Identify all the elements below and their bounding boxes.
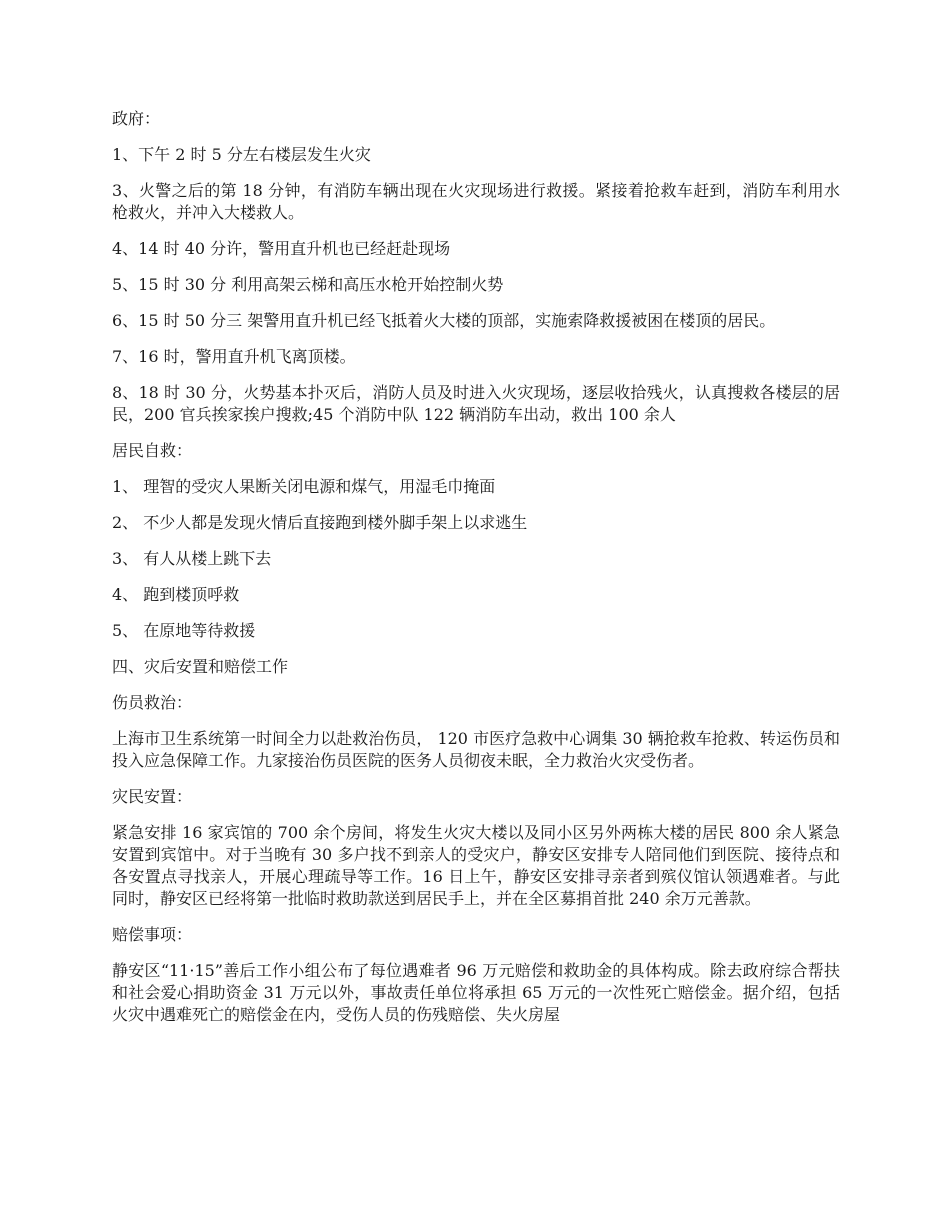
- timeline-item-8: 8、18 时 30 分，火势基本扑灭后，消防人员及时进入火灾现场，逐层收拾残火，认真搜救各楼层的居民，200 官兵挨家挨户搜救;45 个消防中队 122 辆消防车出动，救出 100 余人: [112, 383, 840, 424]
- document-page: [112, 108, 840, 1040]
- self-rescue-item-2: 2、 不少人都是发现火情后直接跑到楼外脚手架上以求逃生: [112, 513, 528, 532]
- victim-resettlement-body: 紧急安排 16 家宾馆的 700 余个房间，将发生火灾大楼以及同小区另外两栋大楼的居民 800 余人紧急安置到宾馆中。对于当晚有 30 多户找不到亲人的受灾户，静安区安排专人陪同他们到医院、接待点和各安置点寻找亲人，开展心理疏导等工作。16 日上午，静安区安排寻亲者到殡仪馆认领遇难者。与此同时，静安区已经将第一批临时救助款送到居民手上，并在全区募捐首批 240 余万元善款。: [112, 823, 840, 908]
- section-heading-self-rescue: 居民自救：: [112, 441, 193, 460]
- injured-treatment-body: 上海市卫生系统第一时间全力以赴救治伤员， 120 市医疗急救中心调集 30 辆抢救车抢救、转运伤员和投入应急保障工作。九家接治伤员医院的医务人员彻夜未眠，全力救治火灾受伤者。: [112, 729, 840, 770]
- timeline-item-3: 3、火警之后的第 18 分钟，有消防车辆出现在火灾现场进行救援。紧接着抢救车赶到，消防车利用水枪救火，并冲入大楼救人。: [112, 181, 840, 222]
- subheading-victim-resettlement: 灾民安置：: [112, 787, 193, 806]
- timeline-item-1: 1、下午 2 时 5 分左右楼层发生火灾: [112, 145, 371, 164]
- compensation-body: 静安区“11·15”善后工作小组公布了每位遇难者 96 万元赔偿和救助金的具体构成。除去政府综合帮扶和社会爱心捐助资金 31 万元以外，事故责任单位将承担 65 万元的一次性死亡赔偿金。据介绍，包括火灾中遇难死亡的赔偿金在内，受伤人员的伤残赔偿、失火房屋: [112, 961, 840, 1024]
- subheading-injured-treatment: 伤员救治：: [112, 693, 193, 712]
- timeline-item-4: 4、14 时 40 分许，警用直升机也已经赶赴现场: [112, 239, 451, 258]
- section-heading-government: 政府：: [112, 109, 161, 128]
- subheading-compensation: 赔偿事项：: [112, 925, 193, 944]
- timeline-item-5: 5、15 时 30 分 利用高架云梯和高压水枪开始控制火势: [112, 275, 504, 294]
- timeline-item-7: 7、16 时，警用直升机飞离顶楼。: [112, 347, 356, 366]
- self-rescue-item-3: 3、 有人从楼上跳下去: [112, 549, 272, 568]
- timeline-item-6: 6、15 时 50 分三 架警用直升机已经飞抵着火大楼的顶部，实施索降救援被困在楼顶的居民。: [112, 311, 776, 330]
- self-rescue-item-5: 5、 在原地等待救援: [112, 621, 256, 640]
- section-heading-aftermath: 四、灾后安置和赔偿工作: [112, 657, 289, 676]
- self-rescue-item-1: 1、 理智的受灾人果断关闭电源和煤气，用湿毛巾掩面: [112, 477, 496, 496]
- self-rescue-item-4: 4、 跑到楼顶呼救: [112, 585, 240, 604]
